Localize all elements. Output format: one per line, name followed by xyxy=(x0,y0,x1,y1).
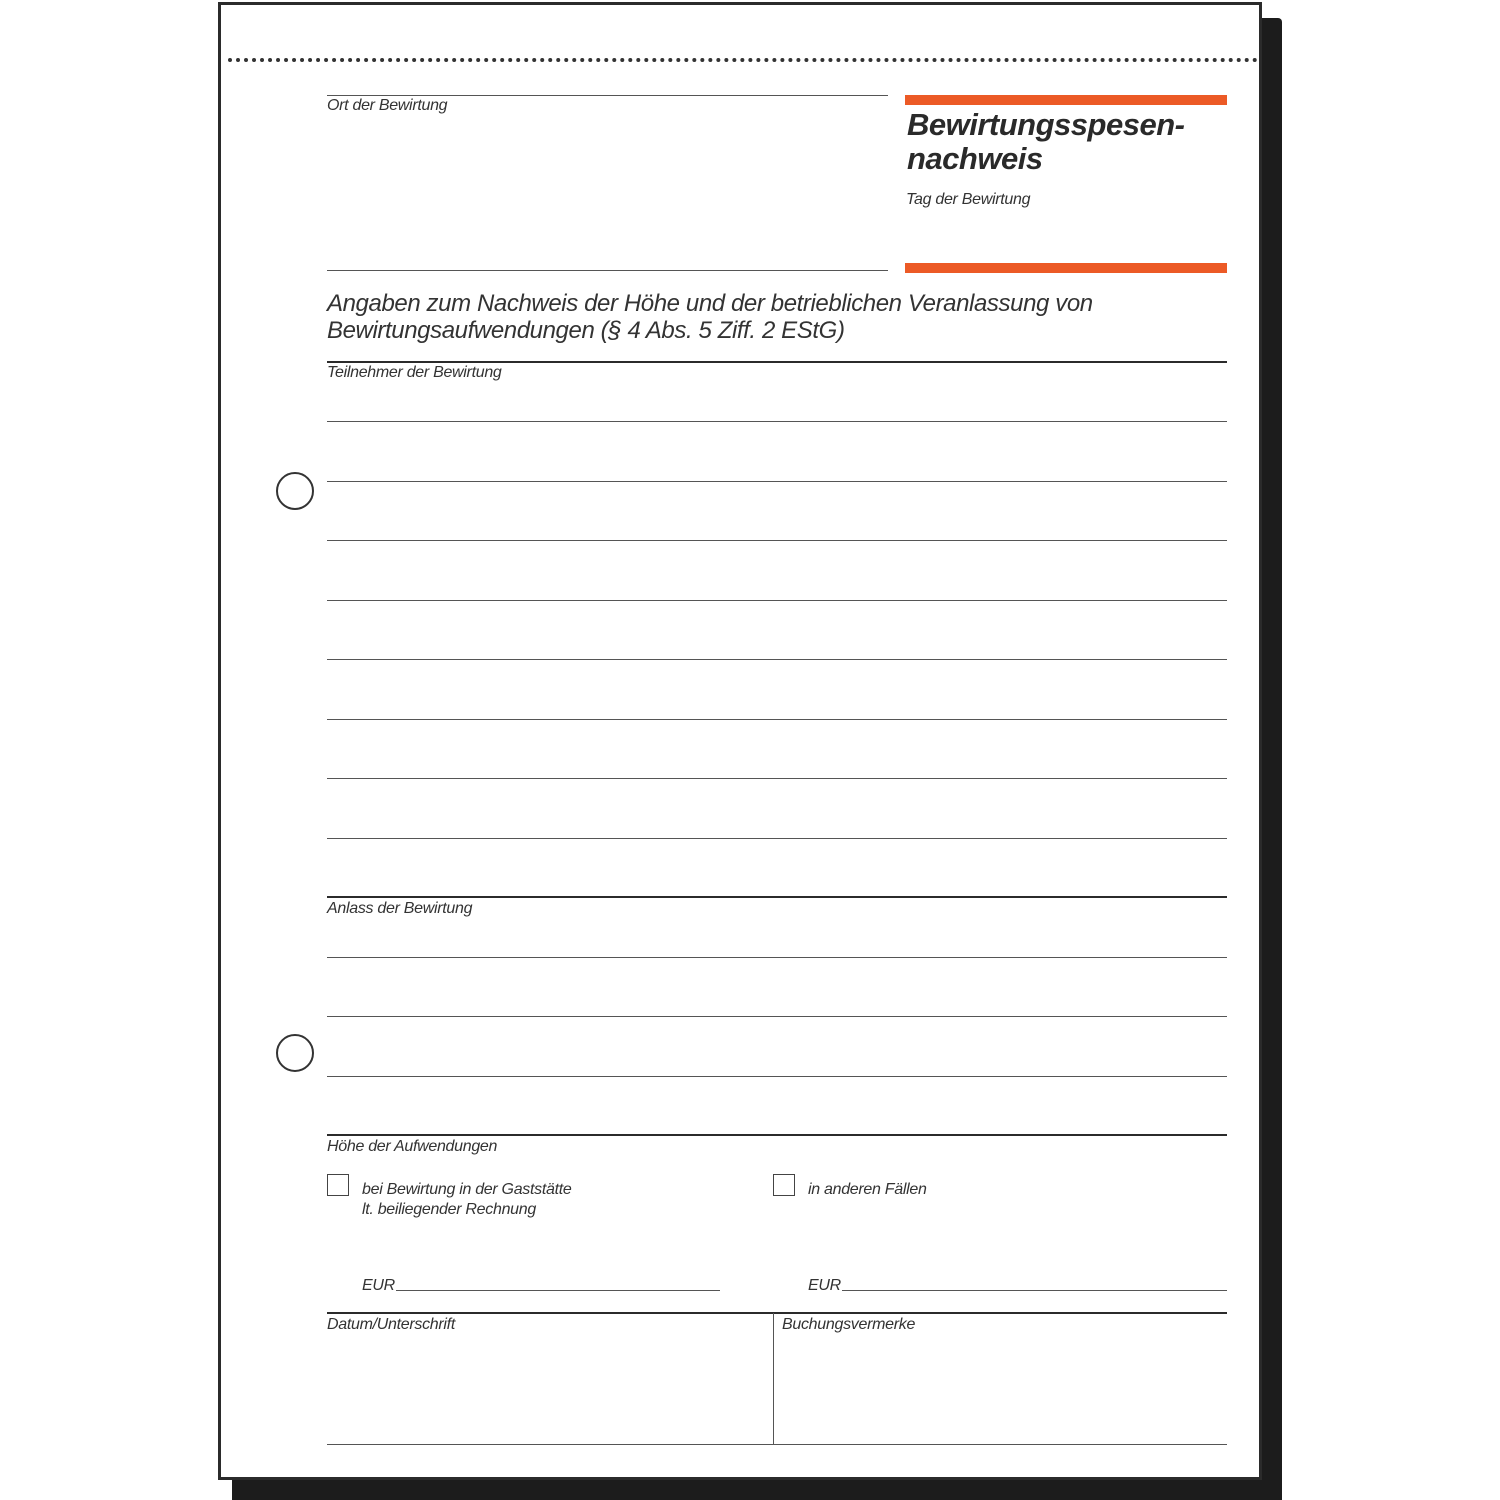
teilnehmer-line[interactable] xyxy=(327,778,1227,779)
teilnehmer-line[interactable] xyxy=(327,481,1227,482)
teilnehmer-line[interactable] xyxy=(327,719,1227,720)
eur-label-2: EUR xyxy=(808,1277,841,1294)
buchung-field[interactable] xyxy=(773,1444,1227,1445)
punch-hole xyxy=(276,1034,314,1072)
perforation-line xyxy=(228,58,1258,62)
title-line-1: Bewirtungsspesen- xyxy=(907,107,1185,142)
gaststaette-checkbox[interactable] xyxy=(327,1174,349,1196)
teilnehmer-divider xyxy=(327,361,1227,363)
option1-line-1: bei Bewirtung in der Gaststätte xyxy=(362,1181,572,1198)
anlass-line[interactable] xyxy=(327,1016,1227,1017)
hoehe-label: Höhe der Aufwendungen xyxy=(327,1138,498,1155)
title-line-2: nachweis xyxy=(907,141,1043,176)
teilnehmer-label: Teilnehmer der Bewirtung xyxy=(327,364,502,381)
accent-bar-top xyxy=(905,95,1227,105)
gaststaette-option-label xyxy=(362,1180,571,1220)
anlass-label: Anlass der Bewirtung xyxy=(327,900,473,917)
amount-field-1[interactable] xyxy=(396,1290,720,1291)
ort-top-line xyxy=(327,95,888,96)
form-sheet xyxy=(218,2,1262,1480)
anlass-line[interactable] xyxy=(327,1076,1227,1077)
footer-separator xyxy=(773,1313,774,1445)
ort-label: Ort der Bewirtung xyxy=(327,97,448,114)
intro-text xyxy=(327,290,1093,344)
datum-label: Datum/Unterschrift xyxy=(327,1316,455,1333)
andere-faelle-label: in anderen Fällen xyxy=(808,1181,927,1198)
teilnehmer-line[interactable] xyxy=(327,600,1227,601)
anlass-divider xyxy=(327,896,1227,898)
teilnehmer-line[interactable] xyxy=(327,421,1227,422)
teilnehmer-line[interactable] xyxy=(327,540,1227,541)
tag-label: Tag der Bewirtung xyxy=(906,191,1031,208)
teilnehmer-line[interactable] xyxy=(327,659,1227,660)
andere-faelle-checkbox[interactable] xyxy=(773,1174,795,1196)
footer-divider xyxy=(327,1312,1227,1314)
option1-line-2: lt. beiliegender Rechnung xyxy=(362,1201,536,1218)
eur-label-1: EUR xyxy=(362,1277,395,1294)
hoehe-divider xyxy=(327,1134,1227,1136)
signature-field[interactable] xyxy=(327,1444,773,1445)
form-title xyxy=(907,108,1184,176)
intro-line-1: Angaben zum Nachweis der Höhe und der betrieblichen Veranlassung von xyxy=(327,290,1093,317)
punch-hole xyxy=(276,472,314,510)
amount-field-2[interactable] xyxy=(842,1290,1227,1291)
intro-line-2: Bewirtungsaufwendungen (§ 4 Abs. 5 Ziff. 2 EStG) xyxy=(327,317,845,344)
anlass-line[interactable] xyxy=(327,957,1227,958)
ort-field[interactable] xyxy=(327,270,888,271)
buchung-label: Buchungsvermerke xyxy=(782,1316,916,1333)
accent-bar-bottom[interactable] xyxy=(905,263,1227,273)
teilnehmer-line[interactable] xyxy=(327,838,1227,839)
